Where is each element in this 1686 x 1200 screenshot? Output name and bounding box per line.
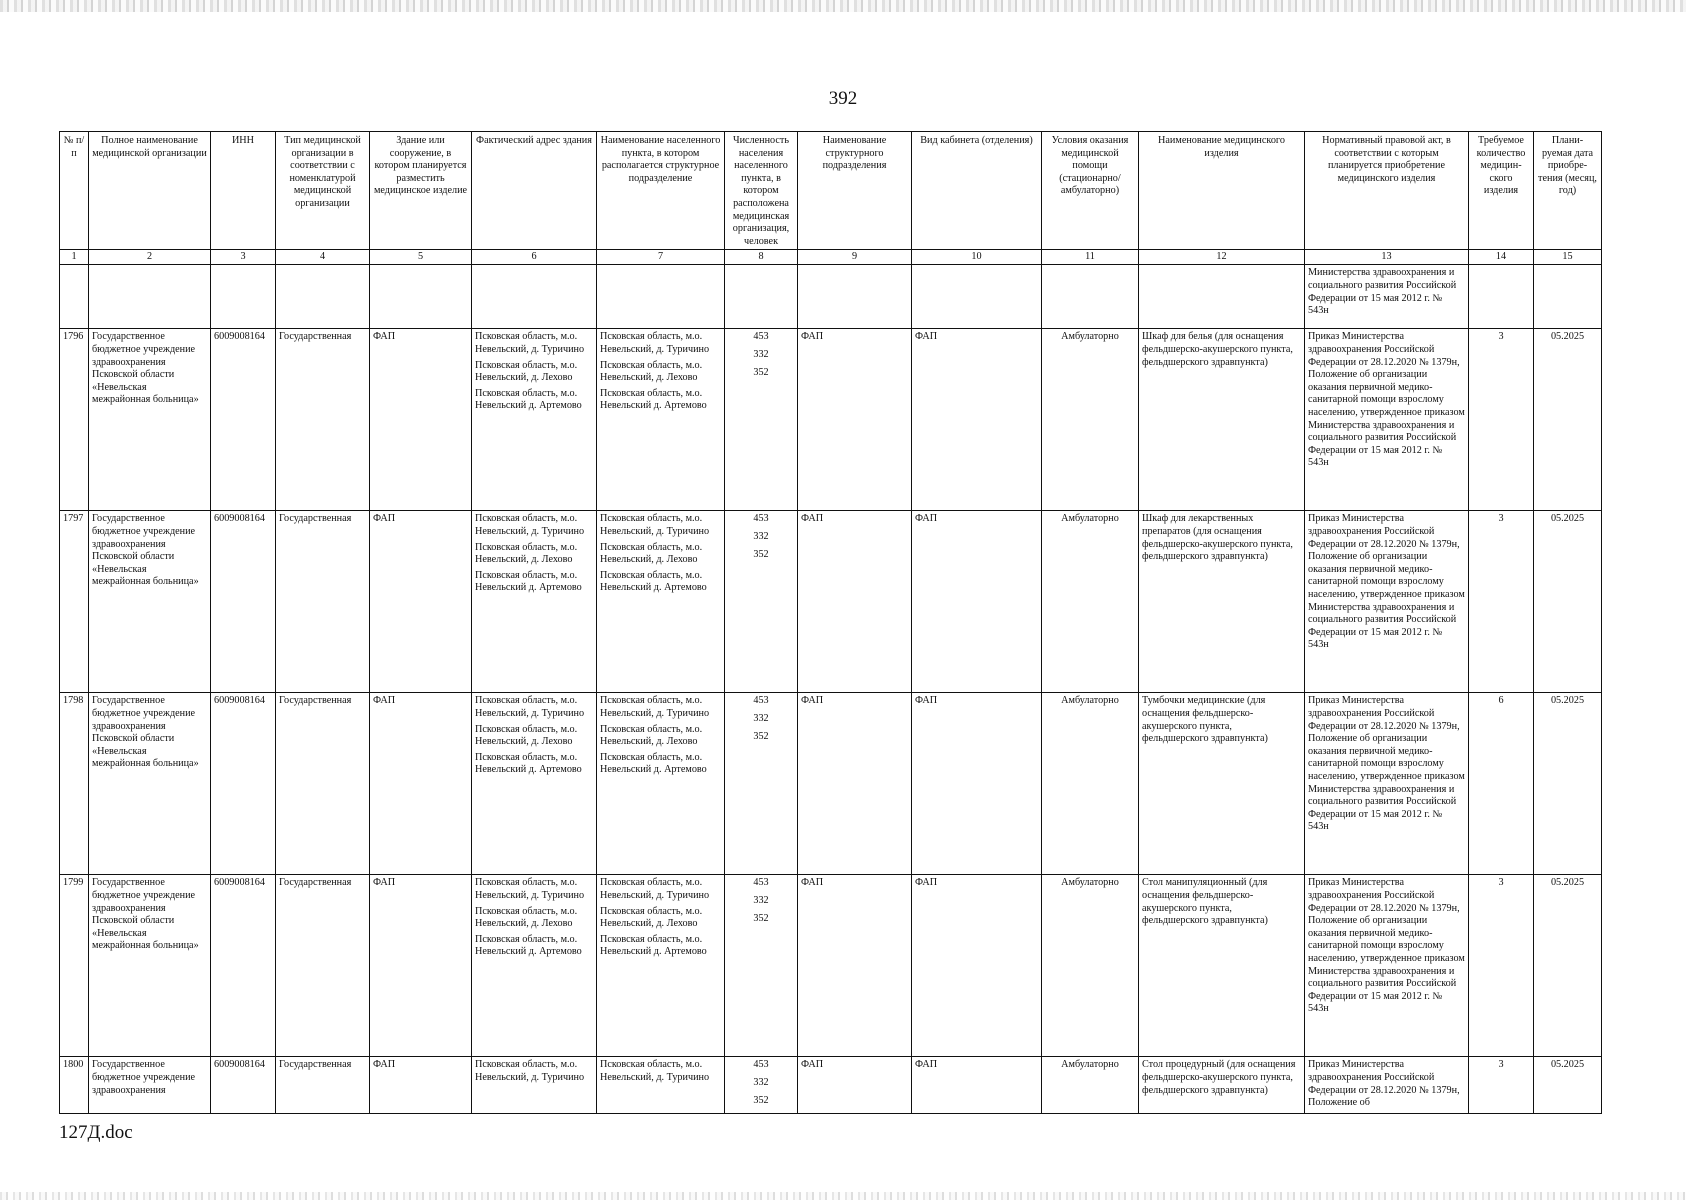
row-number-cell: 1798 (60, 693, 89, 875)
conditions-cell: Амбулаторно (1042, 511, 1139, 693)
act-cell: Приказ Министерства здравоохранения Российской Федерации от 28.12.2020 № 1379н, Положение об организации оказания первичной медико-санитарной помощи взрослому населению, утвержденное приказом Министерства здравоохранения и социального развития Российской Федерации от 15 мая 2012 г. № 543н (1305, 511, 1469, 693)
header-cell-1: № п/п (60, 132, 89, 250)
address-cell (472, 875, 597, 1057)
organization-cell: Государственное бюджетное учреждение здравоохранения Псковской области «Невельская межрайонная больница» (89, 875, 211, 1057)
org-type-cell: Государственная (276, 1057, 370, 1114)
building-cell: ФАП (370, 329, 472, 511)
header-cell-10: Вид кабинета (отделения) (912, 132, 1042, 250)
cabinet-cell: ФАП (912, 1057, 1042, 1114)
date-cell: 05.2025 (1534, 875, 1602, 1057)
organization-cell: Государственное бюджетное учреждение здравоохранения Псковской области «Невельская межрайонная больница» (89, 693, 211, 875)
header-cell-6: Фактический адрес здания (472, 132, 597, 250)
column-number: 6 (472, 250, 597, 265)
address-line: Псковская область, м.о. Невельский, д. Лехово (600, 541, 703, 566)
quantity-cell: 6 (1469, 693, 1534, 875)
address-line: Псковская область, м.о. Невельский, д. Туричино (475, 877, 585, 901)
address-cell (472, 329, 597, 511)
inn-cell: 6009008164 (211, 1057, 276, 1114)
row-number-cell: 1796 (60, 329, 89, 511)
act-cell: Приказ Министерства здравоохранения Российской Федерации от 28.12.2020 № 1379н, Положение об организации оказания первичной медико-санитарной помощи взрослому населению, утвержденное приказом Министерства здравоохранения и социального развития Российской Федерации от 15 мая 2012 г. № 543н (1305, 329, 1469, 511)
org-type-cell: Государственная (276, 693, 370, 875)
population-value: 453 (753, 877, 769, 889)
header-cell-7: Наименование населенного пункта, в котором располагается структурное подразделение (597, 132, 725, 250)
header-row (60, 132, 1602, 250)
address-line: Псковская область, м.о. Невельский, д. Лехово (475, 723, 578, 748)
scan-edge-bottom (0, 1192, 1686, 1200)
date-cell: 05.2025 (1534, 511, 1602, 693)
column-number: 13 (1305, 250, 1469, 265)
column-number: 7 (597, 250, 725, 265)
population-cell (725, 875, 798, 1057)
device-cell: Шкаф для лекарственных препаратов (для оснащения фельдшерско-акушерского пункта, фельдшерского здравпункта) (1139, 511, 1305, 693)
page-number: 392 (828, 88, 858, 109)
settlement-cell (597, 329, 725, 511)
address-line: Псковская область, м.о. Невельский, д. Туричино (600, 331, 710, 355)
unit-cell: ФАП (798, 511, 912, 693)
inn-cell: 6009008164 (211, 511, 276, 693)
population-value: 453 (753, 1059, 769, 1071)
address-cell (472, 1057, 597, 1114)
population-cell (725, 693, 798, 875)
population-value: 332 (753, 712, 769, 724)
column-number: 15 (1534, 250, 1602, 265)
table-row (60, 1057, 1602, 1114)
address-line: Псковская область, м.о. Невельский д. Артемово (600, 387, 707, 412)
date-cell: 05.2025 (1534, 329, 1602, 511)
population-cell (725, 1057, 798, 1114)
address-line: Псковская область, м.о. Невельский д. Артемово (475, 569, 582, 594)
continuation-row (60, 265, 1602, 329)
act-cell: Приказ Министерства здравоохранения Российской Федерации от 28.12.2020 № 1379н, Положение об (1305, 1057, 1469, 1114)
unit-cell: ФАП (798, 693, 912, 875)
organization-cell: Государственное бюджетное учреждение здравоохранения (89, 1057, 211, 1114)
column-number: 2 (89, 250, 211, 265)
population-value: 453 (753, 513, 769, 525)
address-line: Псковская область, м.о. Невельский, д. Туричино (475, 331, 585, 355)
quantity-cell: 3 (1469, 1057, 1534, 1114)
row-number-cell: 1800 (60, 1057, 89, 1114)
organization-cell: Государственное бюджетное учреждение здравоохранения Псковской области «Невельская межрайонная больница» (89, 511, 211, 693)
settlement-cell (597, 693, 725, 875)
device-cell: Тумбочки медицинские (для оснащения фельдшерско-акушерского пункта, фельдшерского здравпункта) (1139, 693, 1305, 875)
header-cell-9: Наименование структурного подразделения (798, 132, 912, 250)
population-value: 352 (753, 1094, 769, 1106)
org-type-cell: Государственная (276, 329, 370, 511)
conditions-cell: Амбулаторно (1042, 875, 1139, 1057)
registry-table (59, 131, 1602, 1114)
row-number-cell: 1799 (60, 875, 89, 1057)
quantity-cell: 3 (1469, 329, 1534, 511)
cabinet-cell: ФАП (912, 329, 1042, 511)
column-number-row (60, 250, 1602, 265)
footer-filename: 127Д.doc (59, 1122, 133, 1143)
address-line: Псковская область, м.о. Невельский д. Артемово (475, 933, 582, 958)
population-cell (725, 511, 798, 693)
population-value: 352 (753, 548, 769, 560)
address-cell (472, 693, 597, 875)
address-line: Псковская область, м.о. Невельский, д. Лехово (600, 905, 703, 930)
population-value: 332 (753, 348, 769, 360)
address-line: Псковская область, м.о. Невельский, д. Лехово (475, 359, 578, 384)
act-cell: Приказ Министерства здравоохранения Российской Федерации от 28.12.2020 № 1379н, Положение об организации оказания первичной медико-санитарной помощи взрослому населению, утвержденное приказом Министерства здравоохранения и социального развития Российской Федерации от 15 мая 2012 г. № 543н (1305, 875, 1469, 1057)
header-cell-15: Плани-руемая дата приобре-тения (месяц, год) (1534, 132, 1602, 250)
population-value: 352 (753, 730, 769, 742)
address-line: Псковская область, м.о. Невельский, д. Лехово (475, 541, 578, 566)
records-body (60, 329, 1602, 1114)
device-cell: Стол процедурный (для оснащения фельдшерско-акушерского пункта, фельдшерского здравпункта) (1139, 1057, 1305, 1114)
inn-cell: 6009008164 (211, 329, 276, 511)
address-line: Псковская область, м.о. Невельский, д. Туричино (475, 1059, 585, 1083)
address-line: Псковская область, м.о. Невельский, д. Лехово (600, 723, 703, 748)
address-line: Псковская область, м.о. Невельский, д. Туричино (475, 513, 585, 537)
population-value: 453 (753, 331, 769, 343)
cabinet-cell: ФАП (912, 875, 1042, 1057)
population-value: 352 (753, 366, 769, 378)
organization-cell: Государственное бюджетное учреждение здравоохранения Псковской области «Невельская межрайонная больница» (89, 329, 211, 511)
continuation-act-cell: Министерства здравоохранения и социального развития Российской Федерации от 15 мая 2012 г. № 543н (1305, 265, 1469, 329)
cabinet-cell: ФАП (912, 511, 1042, 693)
unit-cell: ФАП (798, 875, 912, 1057)
org-type-cell: Государственная (276, 875, 370, 1057)
column-number: 5 (370, 250, 472, 265)
row-number-cell: 1797 (60, 511, 89, 693)
address-line: Псковская область, м.о. Невельский д. Артемово (475, 751, 582, 776)
inn-cell: 6009008164 (211, 693, 276, 875)
conditions-cell: Амбулаторно (1042, 1057, 1139, 1114)
address-line: Псковская область, м.о. Невельский д. Артемово (475, 387, 582, 412)
address-line: Псковская область, м.о. Невельский д. Артемово (600, 751, 707, 776)
cabinet-cell: ФАП (912, 693, 1042, 875)
header-cell-14: Требуемое количество медицин-ского изделия (1469, 132, 1534, 250)
act-cell: Приказ Министерства здравоохранения Российской Федерации от 28.12.2020 № 1379н, Положение об организации оказания первичной медико-санитарной помощи взрослому населению, утвержденное приказом Министерства здравоохранения и социального развития Российской Федерации от 15 мая 2012 г. № 543н (1305, 693, 1469, 875)
column-number: 11 (1042, 250, 1139, 265)
conditions-cell: Амбулаторно (1042, 693, 1139, 875)
header-cell-2: Полное наименование медицинской организации (89, 132, 211, 250)
header-cell-11: Условия оказания медицинской помощи (стационарно/ амбулаторно) (1042, 132, 1139, 250)
column-number: 8 (725, 250, 798, 265)
column-number: 10 (912, 250, 1042, 265)
population-value: 332 (753, 530, 769, 542)
settlement-cell (597, 511, 725, 693)
population-value: 332 (753, 894, 769, 906)
table-row (60, 511, 1602, 693)
population-value: 332 (753, 1076, 769, 1088)
population-value: 453 (753, 695, 769, 707)
header-cell-3: ИНН (211, 132, 276, 250)
device-cell: Шкаф для белья (для оснащения фельдшерско-акушерского пункта, фельдшерского здравпункта) (1139, 329, 1305, 511)
address-cell (472, 511, 597, 693)
settlement-cell (597, 875, 725, 1057)
device-cell: Стол манипуляционный (для оснащения фельдшерско-акушерского пункта, фельдшерского здравпункта) (1139, 875, 1305, 1057)
header-cell-8: Численность населения населенного пункта, в котором расположена медицинская организация, человек (725, 132, 798, 250)
table-row (60, 329, 1602, 511)
population-cell (725, 329, 798, 511)
column-number: 14 (1469, 250, 1534, 265)
header-cell-13: Нормативный правовой акт, в соответствии с которым планируется приобретение медицинского изделия (1305, 132, 1469, 250)
column-number: 3 (211, 250, 276, 265)
building-cell: ФАП (370, 875, 472, 1057)
column-number: 9 (798, 250, 912, 265)
address-line: Псковская область, м.о. Невельский, д. Туричино (600, 1059, 710, 1083)
address-line: Псковская область, м.о. Невельский д. Артемово (600, 569, 707, 594)
quantity-cell: 3 (1469, 511, 1534, 693)
building-cell: ФАП (370, 1057, 472, 1114)
table-row (60, 693, 1602, 875)
conditions-cell: Амбулаторно (1042, 329, 1139, 511)
building-cell: ФАП (370, 693, 472, 875)
address-line: Псковская область, м.о. Невельский, д. Лехово (475, 905, 578, 930)
address-line: Псковская область, м.о. Невельский, д. Туричино (600, 695, 710, 719)
header-cell-4: Тип медицинской организации в соответствии с номенклатурой медицинской организации (276, 132, 370, 250)
unit-cell: ФАП (798, 329, 912, 511)
address-line: Псковская область, м.о. Невельский, д. Туричино (475, 695, 585, 719)
column-number: 1 (60, 250, 89, 265)
address-line: Псковская область, м.о. Невельский, д. Туричино (600, 513, 710, 537)
population-value: 352 (753, 912, 769, 924)
unit-cell: ФАП (798, 1057, 912, 1114)
table-row (60, 875, 1602, 1057)
column-number: 12 (1139, 250, 1305, 265)
scan-edge-top (0, 0, 1686, 12)
address-line: Псковская область, м.о. Невельский, д. Туричино (600, 877, 710, 901)
date-cell: 05.2025 (1534, 693, 1602, 875)
settlement-cell (597, 1057, 725, 1114)
org-type-cell: Государственная (276, 511, 370, 693)
header-cell-12: Наименование медицинского изделия (1139, 132, 1305, 250)
column-number: 4 (276, 250, 370, 265)
address-line: Псковская область, м.о. Невельский, д. Лехово (600, 359, 703, 384)
header-cell-5: Здание или сооружение, в котором планируется разместить медицинское изделие (370, 132, 472, 250)
date-cell: 05.2025 (1534, 1057, 1602, 1114)
building-cell: ФАП (370, 511, 472, 693)
quantity-cell: 3 (1469, 875, 1534, 1057)
address-line: Псковская область, м.о. Невельский д. Артемово (600, 933, 707, 958)
inn-cell: 6009008164 (211, 875, 276, 1057)
